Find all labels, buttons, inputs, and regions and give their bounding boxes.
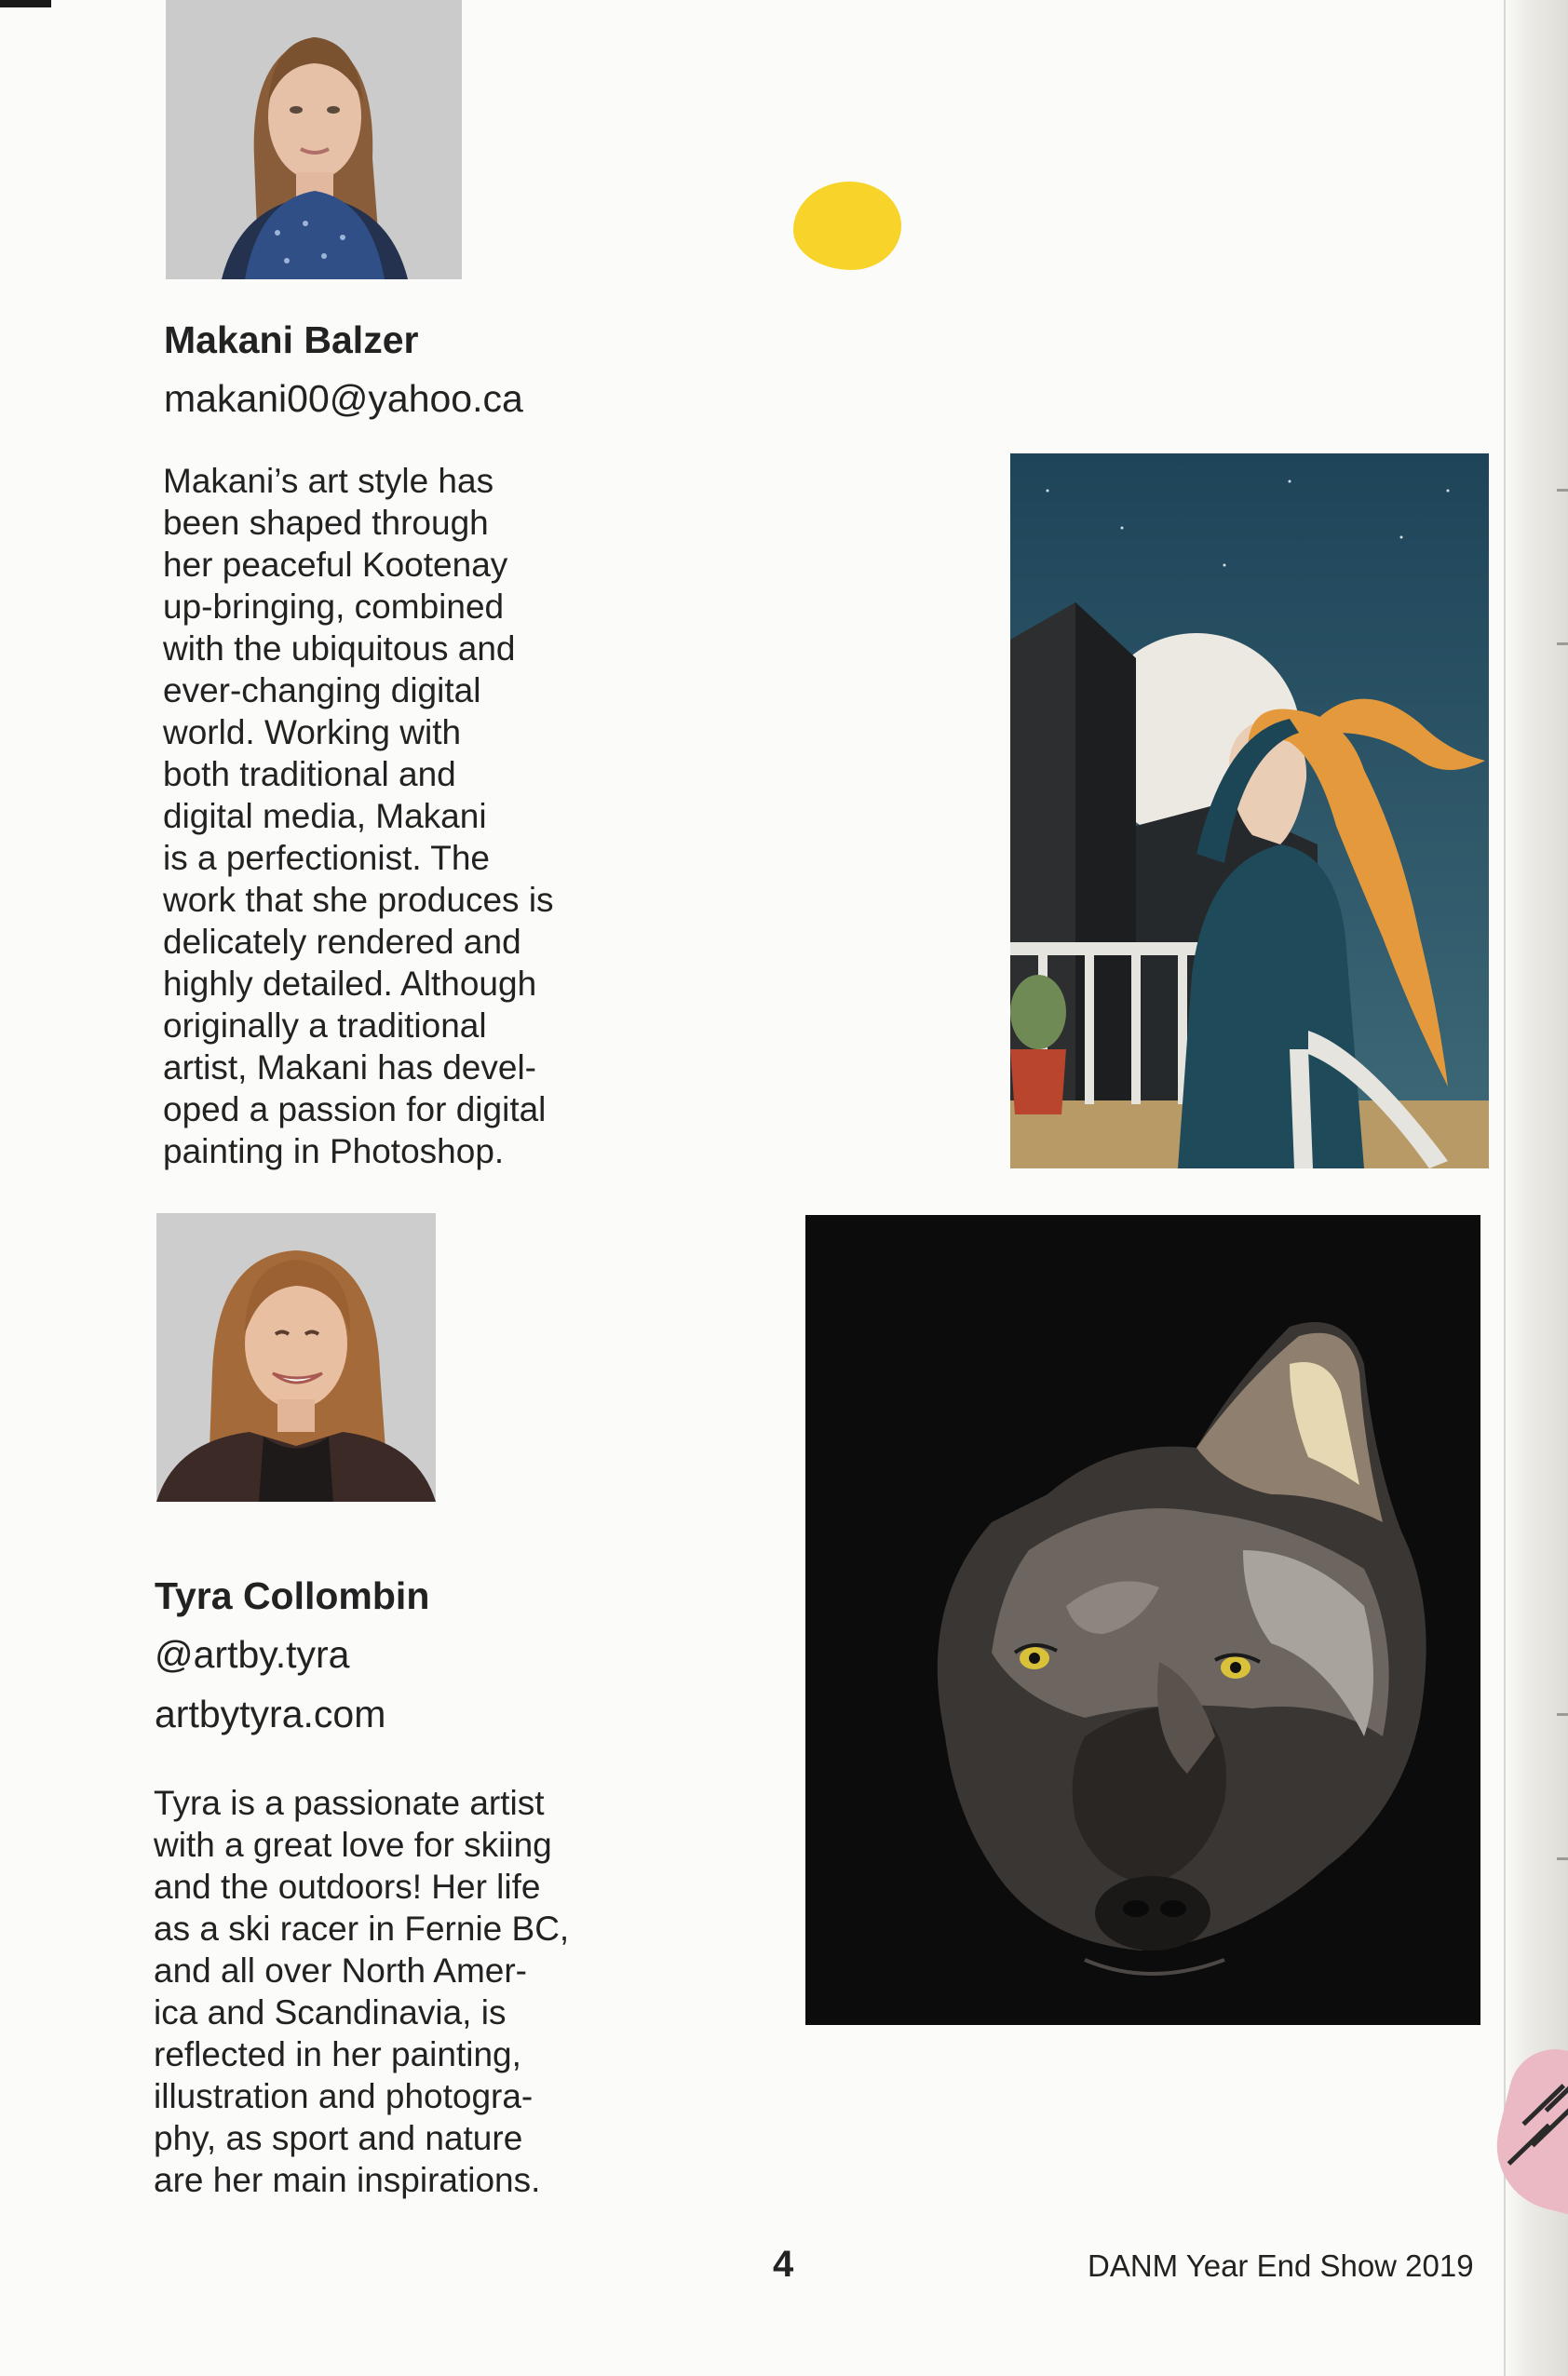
edge-nick	[1557, 489, 1568, 492]
artist-bio: Makani’s art style has been shaped through her peaceful Kootenay up-bringing, combined with the ubiquitous and ever-changing digital world. Working with both traditional and digital media, Makani is a perfectionist. The work that she produces is delicately rendered and highly detailed. Although originally a traditional artist, Makani has devel- oped a passion for digital painting in Photoshop.	[163, 462, 554, 1170]
corner-mark	[0, 0, 51, 7]
edge-nick	[1557, 642, 1568, 645]
artist-email[interactable]: makani00@yahoo.ca	[164, 377, 523, 420]
artist-portrait-makani	[166, 0, 462, 279]
pink-sticky-tab	[1483, 2039, 1568, 2215]
binding-edge	[1503, 0, 1568, 2376]
artist-name: Makani Balzer	[164, 318, 419, 361]
page-number: 4	[773, 2244, 794, 2285]
edge-nick	[1557, 1713, 1568, 1716]
artist-name: Tyra Collombin	[155, 1574, 430, 1617]
artwork-wolf	[805, 1215, 1480, 2025]
binding-fold-line	[1504, 0, 1506, 2376]
artist-portrait-tyra	[156, 1213, 436, 1502]
artist-bio: Tyra is a passionate artist with a great love for skiing and the outdoors! Her life as a ski racer in Fernie BC, and all over North Amer- ica and Scandinavia, is reflected in her painting, illustration and photogra- phy, as sport and nature are her main inspirations.	[154, 1784, 570, 2199]
yellow-sticker-dot	[793, 182, 901, 270]
artist-website[interactable]: artbytyra.com	[155, 1693, 386, 1735]
artist-social-handle[interactable]: @artby.tyra	[155, 1633, 350, 1676]
publication-title: DANM Year End Show 2019	[1088, 2248, 1474, 2283]
edge-nick	[1557, 1857, 1568, 1860]
artwork-moonlit-balcony	[1010, 453, 1489, 1168]
